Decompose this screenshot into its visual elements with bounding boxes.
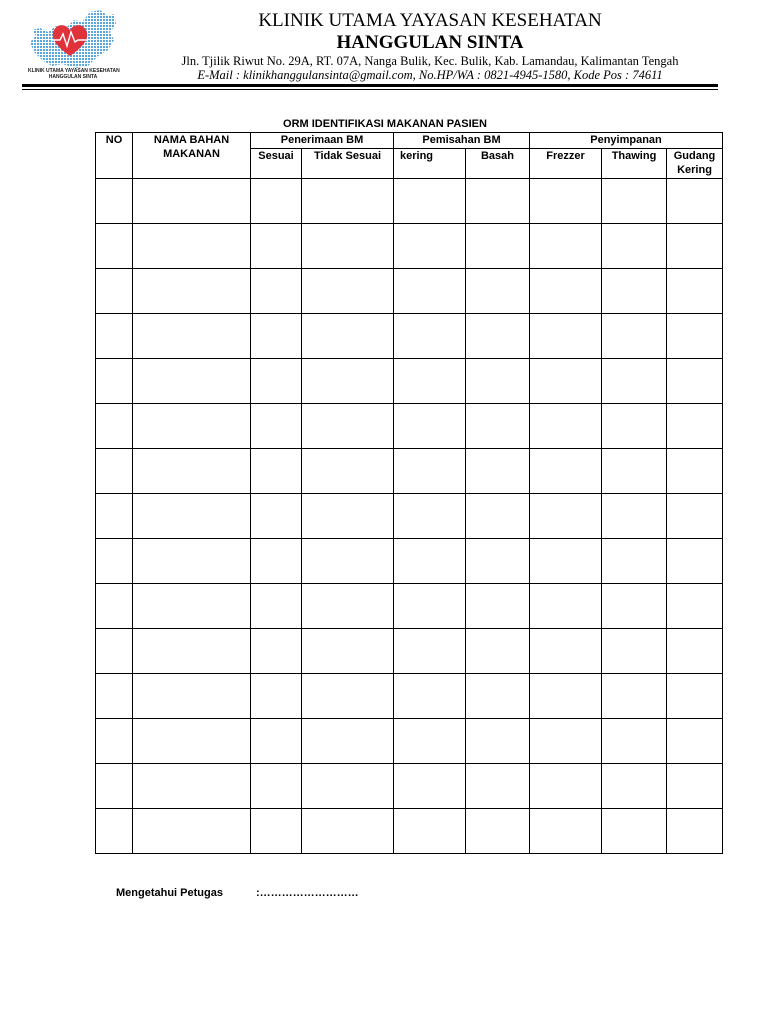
table-cell[interactable]: [466, 584, 530, 629]
table-row: [96, 404, 723, 449]
header-rule-thick: [22, 84, 718, 87]
table-cell[interactable]: [394, 494, 466, 539]
clinic-name-line2: HANGGULAN SINTA: [336, 32, 524, 53]
table-cell[interactable]: [530, 539, 602, 584]
table-cell[interactable]: [133, 224, 251, 269]
table-cell[interactable]: [530, 179, 602, 224]
table-cell[interactable]: [394, 449, 466, 494]
table-cell[interactable]: [96, 179, 133, 224]
table-cell[interactable]: [302, 764, 394, 809]
table-body: [96, 179, 723, 854]
table-cell[interactable]: [667, 404, 723, 449]
table-cell[interactable]: [667, 719, 723, 764]
table-cell[interactable]: [302, 314, 394, 359]
col-header-tidak-sesuai: Tidak Sesuai: [302, 149, 394, 179]
table-cell[interactable]: [602, 494, 667, 539]
table-cell[interactable]: [530, 404, 602, 449]
table-cell[interactable]: [251, 179, 302, 224]
col-header-sesuai: Sesuai: [251, 149, 302, 179]
table-row: [96, 494, 723, 539]
table-cell[interactable]: [302, 449, 394, 494]
table-cell[interactable]: [394, 314, 466, 359]
table-cell[interactable]: [133, 539, 251, 584]
table-cell[interactable]: [302, 629, 394, 674]
table-cell[interactable]: [466, 719, 530, 764]
table-cell[interactable]: [530, 494, 602, 539]
table-cell[interactable]: [133, 674, 251, 719]
table-cell[interactable]: [394, 179, 466, 224]
table-cell[interactable]: [530, 584, 602, 629]
table-cell[interactable]: [530, 224, 602, 269]
table-cell[interactable]: [251, 584, 302, 629]
table-cell[interactable]: [96, 359, 133, 404]
table-cell[interactable]: [251, 404, 302, 449]
food-identification-table: [95, 132, 723, 854]
table-cell[interactable]: [667, 269, 723, 314]
table-cell[interactable]: [667, 629, 723, 674]
table-cell[interactable]: [530, 809, 602, 854]
table-cell[interactable]: [96, 539, 133, 584]
table-cell[interactable]: [602, 359, 667, 404]
table-cell[interactable]: [251, 719, 302, 764]
table-cell[interactable]: [394, 764, 466, 809]
table-cell[interactable]: [133, 449, 251, 494]
table-cell[interactable]: [251, 809, 302, 854]
table-cell[interactable]: [602, 269, 667, 314]
table-cell[interactable]: [667, 764, 723, 809]
table-cell[interactable]: [530, 719, 602, 764]
table-cell[interactable]: [667, 449, 723, 494]
table-row: [96, 539, 723, 584]
table-row: [96, 269, 723, 314]
table-row: [96, 674, 723, 719]
table-cell[interactable]: [302, 269, 394, 314]
table-cell[interactable]: [466, 404, 530, 449]
col-group-pemisahan: Pemisahan BM: [394, 133, 530, 149]
logo-caption-line2: HANGGULAN SINTA: [48, 74, 98, 80]
col-group-penyimpanan: Penyimpanan: [530, 133, 723, 149]
clinic-address: Jln. Tjilik Riwut No. 29A, RT. 07A, Nanga Bulik, Kec. Bulik, Kab. Lamandau, Kalimantan Tengah: [181, 54, 679, 68]
table-row: [96, 224, 723, 269]
table-cell[interactable]: [133, 179, 251, 224]
table-cell[interactable]: [133, 359, 251, 404]
table-cell[interactable]: [667, 359, 723, 404]
table-cell[interactable]: [133, 314, 251, 359]
table-row: [96, 764, 723, 809]
table-cell[interactable]: [466, 314, 530, 359]
table-cell[interactable]: [667, 674, 723, 719]
table-cell[interactable]: [96, 674, 133, 719]
table-cell[interactable]: [530, 629, 602, 674]
acknowledged-by-field[interactable]: :………………………: [256, 887, 359, 899]
table-row: [96, 809, 723, 854]
table-cell[interactable]: [302, 494, 394, 539]
table-cell[interactable]: [96, 584, 133, 629]
table-row: [96, 179, 723, 224]
table-cell[interactable]: [602, 314, 667, 359]
table-cell[interactable]: [133, 764, 251, 809]
clinic-name-line1: KLINIK UTAMA YAYASAN KESEHATAN: [258, 10, 602, 31]
table-cell[interactable]: [302, 539, 394, 584]
col-header-thawing: Thawing: [602, 149, 667, 179]
table-cell[interactable]: [251, 674, 302, 719]
table-cell[interactable]: [466, 539, 530, 584]
col-header-gudang-kering: Gudang Kering: [667, 149, 723, 179]
table-row: [96, 359, 723, 404]
table-cell[interactable]: [96, 494, 133, 539]
table-cell[interactable]: [394, 359, 466, 404]
table-cell[interactable]: [466, 674, 530, 719]
table-cell[interactable]: [96, 269, 133, 314]
header-rule-thin: [22, 89, 718, 90]
table-cell[interactable]: [667, 584, 723, 629]
table-cell[interactable]: [251, 539, 302, 584]
table-cell[interactable]: [302, 359, 394, 404]
table-cell[interactable]: [602, 674, 667, 719]
table-cell[interactable]: [133, 269, 251, 314]
table-cell[interactable]: [251, 629, 302, 674]
table-cell[interactable]: [602, 809, 667, 854]
table-cell[interactable]: [394, 629, 466, 674]
table-cell[interactable]: [302, 719, 394, 764]
table-cell[interactable]: [96, 809, 133, 854]
table-cell[interactable]: [530, 314, 602, 359]
table-cell[interactable]: [133, 719, 251, 764]
table-cell[interactable]: [667, 224, 723, 269]
table-cell[interactable]: [667, 809, 723, 854]
table-cell[interactable]: [466, 629, 530, 674]
table-cell[interactable]: [602, 629, 667, 674]
col-header-kering: kering: [394, 149, 466, 179]
table-cell[interactable]: [251, 764, 302, 809]
table-cell[interactable]: [302, 224, 394, 269]
table-cell[interactable]: [602, 179, 667, 224]
table-cell[interactable]: [394, 269, 466, 314]
table-cell[interactable]: [251, 314, 302, 359]
table-cell[interactable]: [466, 269, 530, 314]
table-cell[interactable]: [466, 764, 530, 809]
table-cell[interactable]: [530, 359, 602, 404]
table-cell[interactable]: [602, 224, 667, 269]
table-cell[interactable]: [602, 539, 667, 584]
table-cell[interactable]: [602, 764, 667, 809]
borneo-map-heart-icon: [28, 10, 118, 70]
col-header-no: NO: [96, 133, 133, 179]
table-cell[interactable]: [466, 809, 530, 854]
table-cell[interactable]: [466, 494, 530, 539]
table-cell[interactable]: [667, 179, 723, 224]
table-cell[interactable]: [394, 404, 466, 449]
table-row: [96, 314, 723, 359]
col-header-frezzer: Frezzer: [530, 149, 602, 179]
table-cell[interactable]: [302, 809, 394, 854]
table-cell[interactable]: [602, 719, 667, 764]
acknowledged-by-label: Mengetahui Petugas: [116, 887, 223, 899]
table-cell[interactable]: [251, 269, 302, 314]
table-row: [96, 584, 723, 629]
table-cell[interactable]: [251, 224, 302, 269]
table-cell[interactable]: [394, 674, 466, 719]
table-cell[interactable]: [394, 224, 466, 269]
table-cell[interactable]: [133, 494, 251, 539]
table-cell[interactable]: [466, 224, 530, 269]
table-cell[interactable]: [667, 494, 723, 539]
table-cell[interactable]: [96, 449, 133, 494]
table-cell[interactable]: [133, 809, 251, 854]
table-cell[interactable]: [466, 179, 530, 224]
clinic-contact: E-Mail : klinikhanggulansinta@gmail.com, No.HP/WA : 0821-4945-1580, Kode Pos : 74611: [197, 68, 663, 82]
table-row: [96, 449, 723, 494]
table-cell[interactable]: [602, 584, 667, 629]
form-title: ORM IDENTIFIKASI MAKANAN PASIEN: [283, 118, 487, 130]
table-cell[interactable]: [302, 404, 394, 449]
col-header-nama-bahan: NAMA BAHAN MAKANAN: [133, 133, 251, 179]
table-row: [96, 719, 723, 764]
table-cell[interactable]: [530, 269, 602, 314]
table-cell[interactable]: [667, 539, 723, 584]
table-cell[interactable]: [133, 404, 251, 449]
table-cell[interactable]: [302, 179, 394, 224]
table-cell[interactable]: [251, 359, 302, 404]
table-row: [96, 629, 723, 674]
table-cell[interactable]: [394, 584, 466, 629]
table-cell[interactable]: [96, 719, 133, 764]
table-cell[interactable]: [530, 674, 602, 719]
table-cell[interactable]: [133, 584, 251, 629]
table-cell[interactable]: [602, 404, 667, 449]
table-cell[interactable]: [251, 449, 302, 494]
table-cell[interactable]: [530, 764, 602, 809]
table-cell[interactable]: [302, 584, 394, 629]
table-cell[interactable]: [251, 494, 302, 539]
table-cell[interactable]: [133, 629, 251, 674]
clinic-logo: [28, 10, 118, 86]
table-cell[interactable]: [96, 314, 133, 359]
table-cell[interactable]: [96, 629, 133, 674]
table-cell[interactable]: [466, 449, 530, 494]
table-cell[interactable]: [394, 809, 466, 854]
col-header-basah: Basah: [466, 149, 530, 179]
table-cell[interactable]: [602, 449, 667, 494]
table-cell[interactable]: [394, 539, 466, 584]
table-cell[interactable]: [466, 359, 530, 404]
table-cell[interactable]: [530, 449, 602, 494]
table-cell[interactable]: [96, 764, 133, 809]
table-cell[interactable]: [96, 404, 133, 449]
table-cell[interactable]: [96, 224, 133, 269]
table-cell[interactable]: [394, 719, 466, 764]
col-group-penerimaan: Penerimaan BM: [251, 133, 394, 149]
table-cell[interactable]: [302, 674, 394, 719]
table-cell[interactable]: [667, 314, 723, 359]
logo-caption-line1: KLINIK UTAMA YAYASAN KESEHATAN: [28, 68, 120, 74]
